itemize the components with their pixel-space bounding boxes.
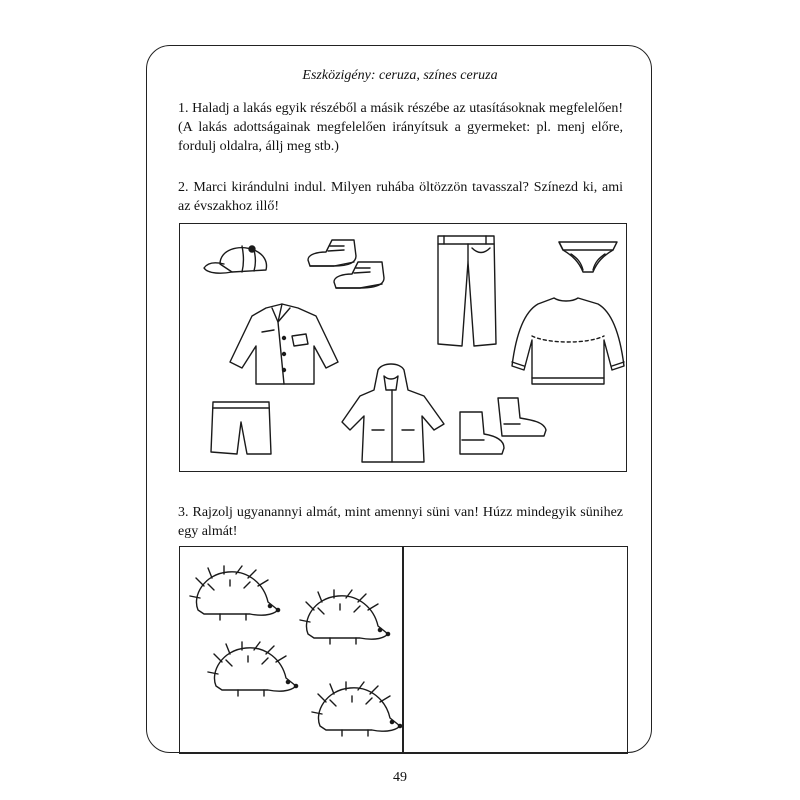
task-3 xyxy=(178,503,623,541)
shoes-icon[interactable] xyxy=(304,238,399,294)
task-2-text: Marci kirándulni indul. Milyen ruhába öltözzön tavasszal? Színezd ki, ami az évszakhoz illő! xyxy=(178,180,624,214)
task-3-number: 3. xyxy=(178,505,189,520)
task-1-text: Haladj a lakás egyik részéből a másik részébe az utasításoknak megfelelően! (A lakás adottságainak megfelelően irányítsuk a gyermeket: pl. menj előre, fordulj oldalra, állj meg stb.) xyxy=(178,101,623,154)
shorts-icon[interactable] xyxy=(207,398,273,458)
task-1-number: 1. xyxy=(178,101,189,116)
jacket-icon[interactable] xyxy=(226,302,340,388)
page-number: 49 xyxy=(393,770,407,785)
task-1 xyxy=(178,99,623,156)
hedgehog-icon[interactable] xyxy=(190,566,280,622)
hedgehog-icon[interactable] xyxy=(300,590,390,646)
hedgehog-icon[interactable] xyxy=(312,682,402,738)
task-2 xyxy=(178,178,623,216)
hooded-coat-icon[interactable] xyxy=(338,364,448,466)
boots-icon[interactable] xyxy=(452,394,550,458)
tools-line: Eszközigény: ceruza, színes ceruza xyxy=(302,68,498,83)
task-3-text: Rajzolj ugyanannyi almát, mint amennyi süni van! Húzz mindegyik sünihez egy almát! xyxy=(178,505,624,539)
cap-icon[interactable] xyxy=(202,244,272,280)
apple-drawing-area[interactable] xyxy=(404,548,626,752)
trousers-icon[interactable] xyxy=(432,232,502,350)
hedgehog-icon[interactable] xyxy=(208,642,298,698)
sweater-icon[interactable] xyxy=(508,294,628,390)
task-2-number: 2. xyxy=(178,180,189,195)
underpants-icon[interactable] xyxy=(557,238,619,276)
